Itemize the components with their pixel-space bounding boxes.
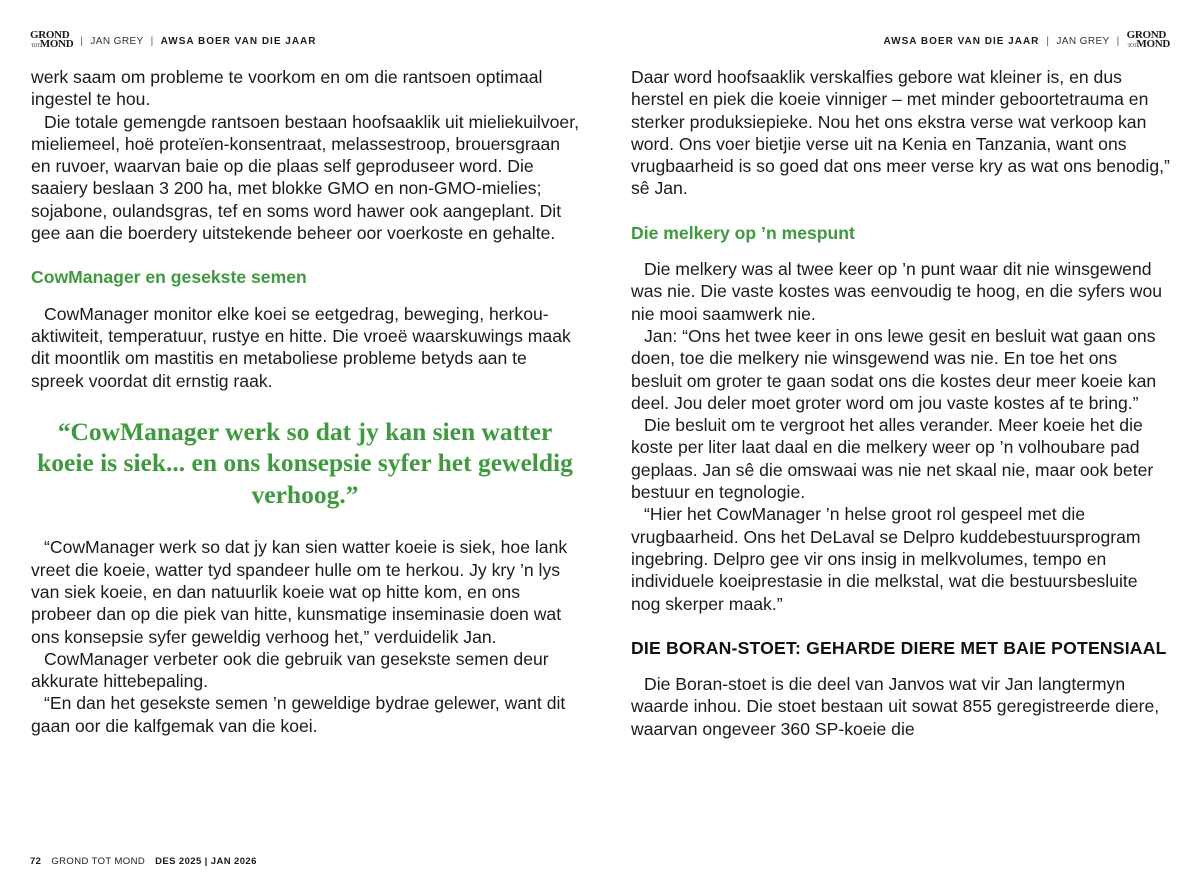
magazine-name: GROND TOT MOND xyxy=(51,856,146,867)
page-footer xyxy=(30,856,257,867)
header-section-title: AWSA BOER VAN DIE JAAR xyxy=(160,35,317,47)
logo-word-grond: GROND xyxy=(1126,29,1167,41)
pull-quote: “CowManager werk so dat jy kan sien watter koeie is siek... en ons konsepsie syfer het geweldig verhoog.” xyxy=(37,416,573,509)
body-paragraph: Die melkery was al twee keer op ’n punt waar dit nie winsgewend was nie. Die vaste kostes was eenvoudig te hoog, en die syfers wou nie mooi saamwerk nie. xyxy=(631,259,1163,324)
body-paragraph: Daar word hoofsaaklik verskalfies gebore wat kleiner is, en dus herstel en piek die koeie vinniger – met minder geboortetrauma en sterker produksiepieke. Nou het ons ekstra verse wat verkoop kan word. Ons voer bietjie verse uit na Kenia en Tanzania, want ons vrugbaarheid is so goed dat ons meer verse kry as wat ons benodig,” sê Jan. xyxy=(631,67,1170,199)
body-paragraph: werk saam om probleme te voorkom en om die rantsoen optimaal ingestel te hou. xyxy=(31,67,543,110)
subheading-melkery: Die melkery op ’n mespunt xyxy=(631,222,855,243)
subheading-boran-stoet: DIE BORAN-STOET: GEHARDE DIERE MET BAIE POTENSIAAL xyxy=(631,637,1167,658)
body-paragraph: Die Boran-stoet is die deel van Janvos wat vir Jan langtermyn waarde inhou. Die stoet bestaan uit sowat 855 geregistreerde diere, waarvan ongeveer 360 SP-koeie die xyxy=(631,674,1160,739)
subheading-cowmanager: CowManager en gesekste semen xyxy=(31,267,307,288)
body-paragraph: CowManager monitor elke koei se eetgedrag, beweging, herkou-aktiwiteit, temperatuur, rustye en hitte. Die vroeë waarskuwings maak dit moontlik om mastitis en metaboliese probleme betyds aan te spreek voordat dit ernstig raak. xyxy=(31,303,571,391)
logo-word-tot: TOT xyxy=(1127,44,1137,49)
left-running-header xyxy=(30,30,317,52)
body-paragraph: “Hier het CowManager ’n helse groot rol gespeel met die vrugbaarheid. Ons het DeLaval se Delpro kuddebestuursprogram ingebring. Delpro gee vir ons insig in melkvolumes, tempo en individuele koeiprestasie in die melkstal, wat die bestuursbesluite nog skerper maak.” xyxy=(631,504,1141,614)
issue-date: DES 2025 | JAN 2026 xyxy=(155,856,257,867)
header-section-title: AWSA BOER VAN DIE JAAR xyxy=(883,35,1040,47)
header-author: JAN GREY xyxy=(90,35,144,47)
header-divider: | xyxy=(150,35,154,47)
body-paragraph: “CowManager werk so dat jy kan sien watter koeie is siek, hoe lank vreet die koeie, watter tyd spandeer hulle om te herkou. Jy kry ’n lys van siek koeie, en dan natuurlik koeie wat op hitte kom, en ons probeer dan op die piek van hitte, kunsmatige inseminasie doen wat ons konsepsie syfer geweldig verhoog het,” verduidelik Jan. xyxy=(31,537,568,647)
logo-word-mond xyxy=(1127,40,1170,51)
left-text-column xyxy=(31,66,579,737)
header-divider: | xyxy=(80,35,84,47)
header-author: JAN GREY xyxy=(1056,35,1110,47)
logo-word-mond-text: MOND xyxy=(1136,38,1170,50)
logo-word-mond-text: MOND xyxy=(39,38,74,50)
right-text-column xyxy=(631,66,1171,740)
magazine-logo-right xyxy=(1127,31,1170,51)
body-paragraph: “En dan het gesekste semen ’n geweldige bydrae gelewer, want dit gaan oor die kalfgemak van die koei. xyxy=(31,693,566,736)
body-paragraph: CowManager verbeter ook die gebruik van gesekste semen deur akkurate hittebepaling. xyxy=(31,648,549,692)
right-running-header xyxy=(884,30,1171,52)
header-divider: | xyxy=(1116,35,1120,47)
logo-word-tot: TOT xyxy=(31,44,40,49)
magazine-logo-left xyxy=(30,31,73,51)
logo-word-mond xyxy=(30,40,73,51)
body-paragraph: Die besluit om te vergroot het alles verander. Meer koeie het die koste per liter laat daal en die melkery weer op ’n volhoubare pad geplaas. Jan sê die omswaai was nie net skaal nie, maar ook beter bestuur en tegnologie. xyxy=(631,415,1154,503)
header-divider: | xyxy=(1046,35,1050,47)
page-number: 72 xyxy=(30,856,42,867)
body-paragraph: Die totale gemengde rantsoen bestaan hoofsaaklik uit mieliekuilvoer, mieliemeel, hoë proteïen-konsentraat, melassestroop, brouersgraan en ruvoer, waarvan baie op die plaas self geproduseer word. Die saaiery beslaan 3 200 ha, met blokke GMO en non-GMO-mielies; sojabone, oulandsgras, tef en soms word hawer ook aangeplant. Dit gee aan die boerdery uitstekende beheer oor voerkoste en gehalte. xyxy=(31,111,579,244)
body-paragraph: Jan: “Ons het twee keer in ons lewe gesit en besluit wat gaan ons doen, toe die melkery nie winsgewend was nie. En toe het ons besluit om groter te gaan sodat ons die kostes deur meer koeie kan deel. Jou deler moet groter word om jou vaste kostes af te bring.” xyxy=(631,325,1157,413)
logo-word-grond: GROND xyxy=(30,29,70,41)
